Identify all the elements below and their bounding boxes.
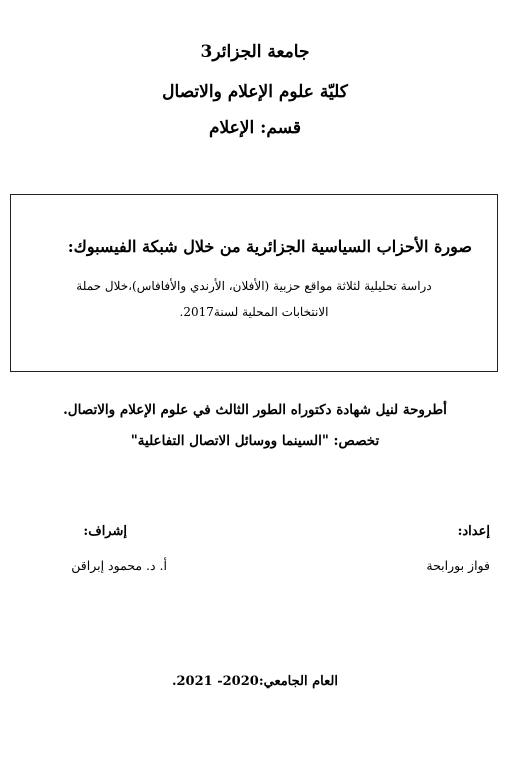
thesis-subtitle-line-2: الانتخابات المحلية لسنة2017. xyxy=(179,305,329,319)
supervision-label: إشراف: xyxy=(83,524,127,539)
thesis-title-box xyxy=(10,194,498,372)
academic-year: العام الجامعي:2020- 2021. xyxy=(171,674,338,689)
prepared-by-label: إعداد: xyxy=(457,524,490,539)
author-name: فواز بورابحة xyxy=(426,558,490,573)
thesis-subtitle-line-1: دراسة تحليلية لثلاثة مواقع حزبية (الأفلان، الأرندي والأفافاس)،خلال حملة xyxy=(76,279,432,293)
thesis-subtitle xyxy=(36,273,472,325)
specialization: تخصص: "السينما ووسائل الاتصال التفاعلية" xyxy=(130,433,380,449)
faculty-name: كليّة علوم الإعلام والاتصال xyxy=(162,82,348,102)
supervisor-name: أ. د. محمود إبراقن xyxy=(71,558,167,573)
department-name: قسم: الإعلام xyxy=(208,118,302,138)
thesis-title: صورة الأحزاب السياسية الجزائرية من خلال شبكة الفيسبوك: xyxy=(67,237,472,256)
thesis-description: أطروحة لنيل شهادة دكتوراه الطور الثالث في علوم الإعلام والاتصال. xyxy=(63,402,447,418)
university-name: جامعة الجزائر3 xyxy=(200,42,310,62)
